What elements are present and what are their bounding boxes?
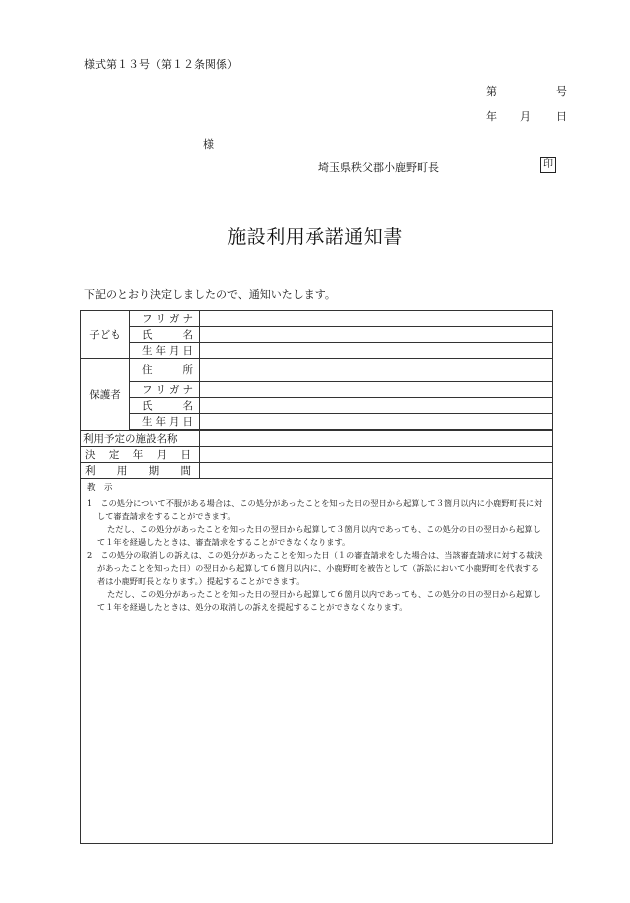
table-row <box>81 414 553 430</box>
table-row <box>81 431 553 447</box>
guardian-name-field[interactable] <box>200 398 553 414</box>
guardian-address-label: 住 所 <box>130 359 200 382</box>
table-row <box>81 343 553 359</box>
table-row <box>81 463 553 479</box>
decision-date-field[interactable] <box>200 447 553 463</box>
intro-text: 下記のとおり決定しましたので、通知いたします。 <box>84 288 336 301</box>
child-furigana-field[interactable] <box>200 311 553 327</box>
document-title: 施設利用承諾通知書 <box>227 226 403 248</box>
date-month-label: 月 <box>520 110 531 123</box>
usage-period-field[interactable] <box>200 463 553 479</box>
table-row <box>81 311 553 327</box>
child-group-label: 子ども <box>81 311 130 359</box>
recipient-honorific: 様 <box>203 138 214 151</box>
table-row <box>81 359 553 382</box>
child-birthdate-field[interactable] <box>200 343 553 359</box>
date-day-label: 日 <box>556 110 567 123</box>
form-number: 様式第１３号（第１２条関係） <box>84 58 238 71</box>
instructions-heading: 教 示 <box>87 483 113 493</box>
guardian-birthdate-field[interactable] <box>200 414 553 430</box>
doc-number-prefix: 第 <box>486 85 497 98</box>
guardian-group-label: 保護者 <box>81 359 130 431</box>
child-name-field[interactable] <box>200 327 553 343</box>
notice-form-table <box>80 310 553 844</box>
guardian-furigana-field[interactable] <box>200 382 553 398</box>
instruction-item-2-proviso: ただし、この処分があったことを知った日の翌日から起算して６箇月以内であっても、この処分の日の翌日から起算して１年を経過したときは、処分の取消しの訴えを提起することができなくなります。 <box>97 589 541 612</box>
decision-date-label: 決 定 年 月 日 <box>81 447 200 463</box>
guardian-furigana-label: フ リ ガ ナ <box>130 382 200 398</box>
table-row <box>81 447 553 463</box>
instructions-section <box>81 479 553 844</box>
table-row <box>81 382 553 398</box>
usage-period-label: 利 用 期 間 <box>81 463 200 479</box>
seal-mark: 印 <box>540 157 556 173</box>
guardian-name-label: 氏 名 <box>130 398 200 414</box>
instruction-item-1: 1 この処分について不服がある場合は、この処分があったことを知った日の翌日から起算して３箇月以内に小鹿野町長に対して審査請求をすることができます。 <box>87 498 543 521</box>
table-row <box>81 327 553 343</box>
date-year-label: 年 <box>486 110 497 123</box>
table-row <box>81 398 553 414</box>
child-name-label: 氏 名 <box>130 327 200 343</box>
instruction-item-1-proviso: ただし、この処分があったことを知った日の翌日から起算して３箇月以内であっても、この処分の日の翌日から起算して１年を経過したときは、審査請求をすることができなくなります。 <box>97 524 541 547</box>
child-furigana-label: フ リ ガ ナ <box>130 311 200 327</box>
facility-name-label: 利用予定の施設名称 <box>81 431 200 447</box>
table-row <box>81 479 553 844</box>
guardian-birthdate-label: 生 年 月 日 <box>130 414 200 430</box>
child-birthdate-label: 生 年 月 日 <box>130 343 200 359</box>
issuer-name: 埼玉県秩父郡小鹿野町長 <box>318 161 439 174</box>
instruction-item-2: 2 この処分の取消しの訴えは、この処分があったことを知った日（１の審査請求をした場合は、当該審査請求に対する裁決があったことを知った日）の翌日から起算して６箇月以内に、小鹿野町を被告として（訴訟において小鹿野町を代表する者は小鹿野町長となります。）提起することができます。 <box>87 550 543 586</box>
guardian-address-field[interactable] <box>200 359 553 382</box>
doc-number-suffix: 号 <box>556 85 567 98</box>
facility-name-field[interactable] <box>200 431 553 447</box>
